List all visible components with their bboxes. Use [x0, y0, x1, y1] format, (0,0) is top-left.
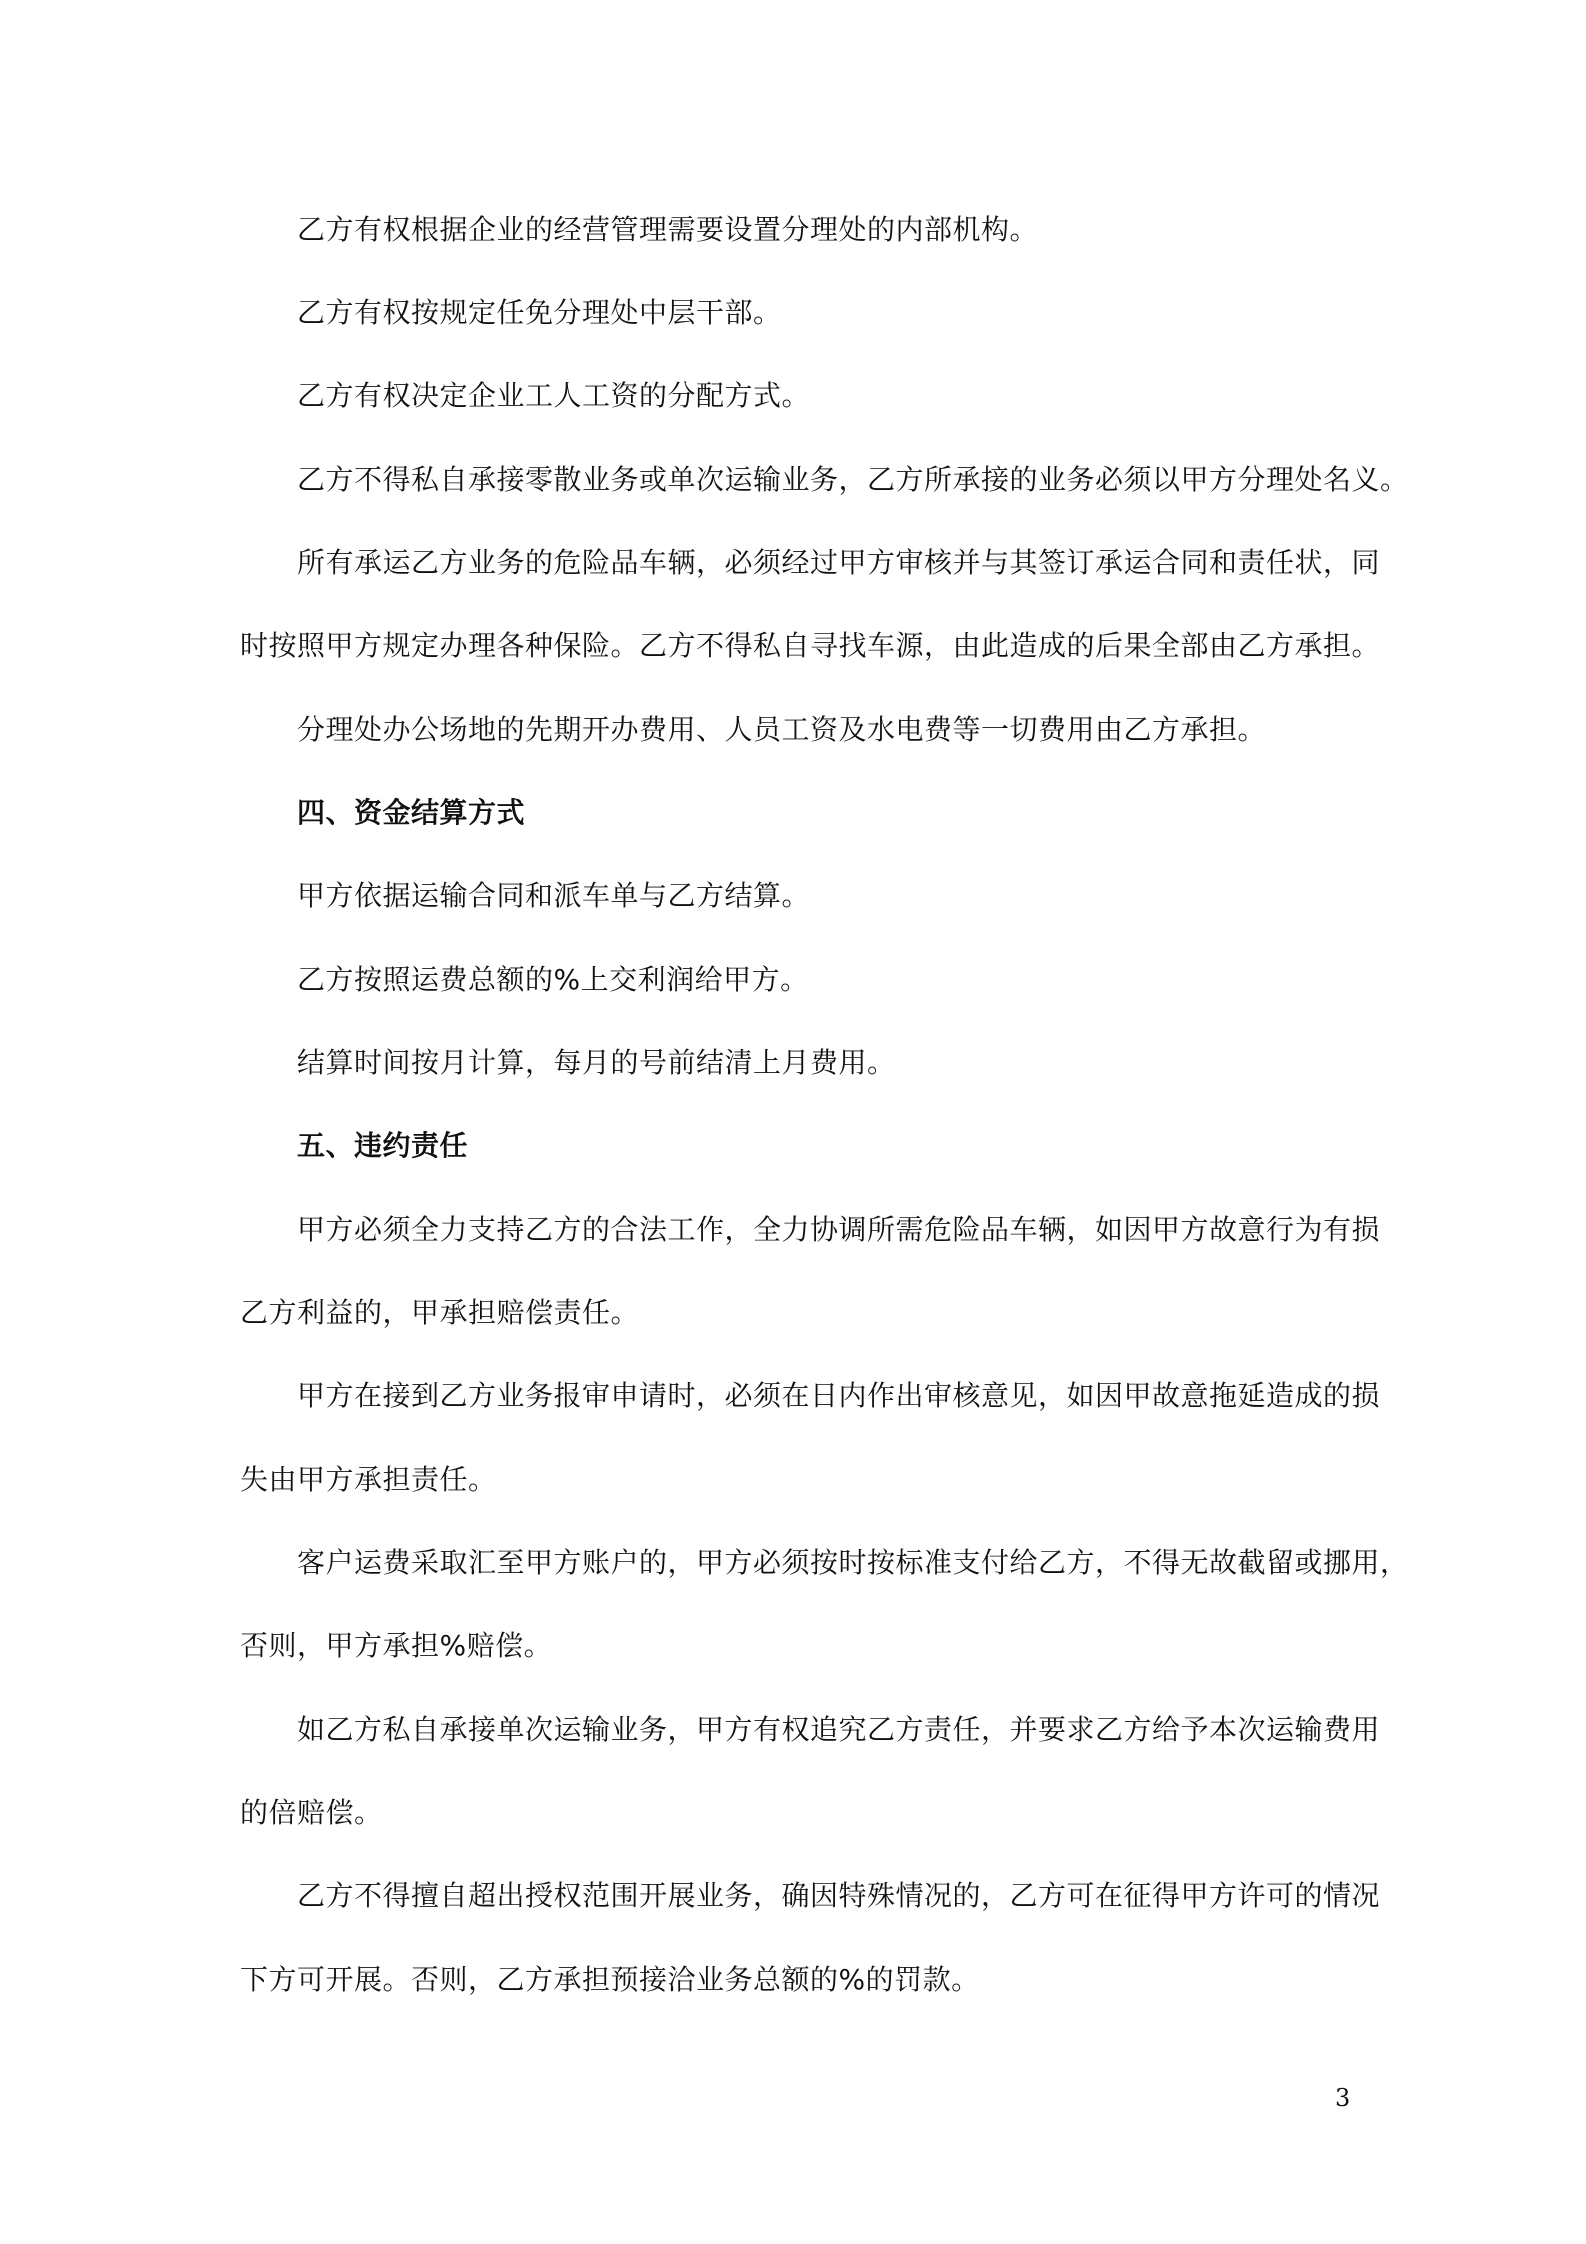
paragraph-line: 乙方有权根据企业的经营管理需要设置分理处的内部机构。: [297, 213, 1039, 246]
paragraph-line: 乙方按照运费总额的%上交利润给甲方。: [297, 963, 809, 996]
paragraph-line: 如乙方私自承接单次运输业务，甲方有权追究乙方责任，并要求乙方给予本次运输费用: [297, 1713, 1381, 1746]
page-number: 3: [1335, 2084, 1351, 2112]
paragraph-line: 甲方必须全力支持乙方的合法工作，全力协调所需危险品车辆，如因甲方故意行为有损: [297, 1213, 1381, 1246]
paragraph-line: 失由甲方承担责任。: [240, 1463, 497, 1496]
paragraph-line: 乙方有权按规定任免分理处中层干部。: [297, 296, 782, 329]
paragraph-line: 所有承运乙方业务的危险品车辆，必须经过甲方审核并与其签订承运合同和责任状，同: [297, 546, 1381, 579]
paragraph-line: 下方可开展。否则，乙方承担预接洽业务总额的%的罚款。: [240, 1963, 980, 1996]
paragraph-line: 客户运费采取汇至甲方账户的，甲方必须按时按标准支付给乙方，不得无故截留或挪用，: [297, 1546, 1409, 1579]
paragraph-line: 乙方不得擅自超出授权范围开展业务，确因特殊情况的，乙方可在征得甲方许可的情况: [297, 1879, 1381, 1912]
paragraph-line: 甲方依据运输合同和派车单与乙方结算。: [297, 879, 811, 912]
paragraph-line: 乙方有权决定企业工人工资的分配方式。: [297, 379, 811, 412]
section-heading: 四、资金结算方式: [297, 796, 526, 829]
paragraph-line: 结算时间按月计算，每月的号前结清上月费用。: [297, 1046, 896, 1079]
paragraph-line: 乙方利益的，甲承担赔偿责任。: [240, 1296, 640, 1329]
section-heading: 五、违约责任: [297, 1129, 469, 1162]
paragraph-line: 甲方在接到乙方业务报审申请时，必须在日内作出审核意见，如因甲故意拖延造成的损: [297, 1379, 1381, 1412]
paragraph-line: 分理处办公场地的先期开办费用、人员工资及水电费等一切费用由乙方承担。: [297, 713, 1267, 746]
paragraph-line: 否则，甲方承担%赔偿。: [240, 1629, 553, 1662]
paragraph-line: 乙方不得私自承接零散业务或单次运输业务，乙方所承接的业务必须以甲方分理处名义。: [297, 463, 1409, 496]
paragraph-line: 时按照甲方规定办理各种保险。乙方不得私自寻找车源，由此造成的后果全部由乙方承担。: [240, 629, 1381, 662]
paragraph-line: 的倍赔偿。: [240, 1796, 383, 1829]
